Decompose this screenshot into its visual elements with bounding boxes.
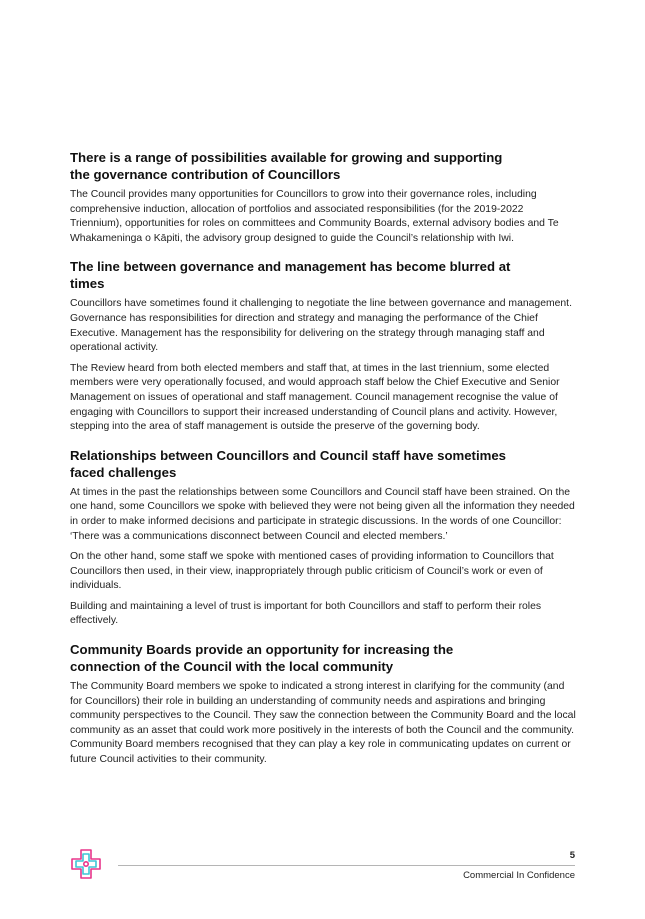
section-heading: Community Boards provide an opportunity for increasing the connection of the Council with the local community <box>70 642 454 675</box>
section-governance-management-line <box>70 258 577 434</box>
paragraph: Building and maintaining a level of trust is important for both Councillors and staff to perform their roles effectively. <box>70 600 542 627</box>
document-body <box>70 149 577 780</box>
paragraph: Councillors have sometimes found it challenging to negotiate the line between governance and management. Governance has responsibilities for direction and strategy and managing the performance of the Chief Executive. Management has the responsibility for delivering on the strategy through managing staff and operational activity. <box>70 298 572 354</box>
section-governance-growth <box>70 149 577 246</box>
paragraph: The Council provides many opportunities for Councillors to grow into their governance roles, including comprehensive induction, allocation of portfolios and associated responsibilities (for the 2019-2022 Triennium), opportunities for roles on committees and Community Boards, external advisory bodies and Te Whakameninga o Kāpiti, the advisory group designed to guide the Council’s relationship with Iwi. <box>70 189 559 244</box>
paragraph: The Review heard from both elected members and staff that, at times in the last triennium, some elected members were very operationally focused, and would approach staff below the Chief Executive and Senior Management on issues of operational and staff management. Council management recognise the value of engaging with Councillors to support their increased understanding of Council plans and activity. However, stepping into the area of staff management is outside the preserve of the governing body. <box>70 362 560 433</box>
paragraph: On the other hand, some staff we spoke with mentioned cases of providing information to Councillors that Councillors then used, in their view, inappropriately through public criticism of Council’s work or even of individuals. <box>70 551 554 592</box>
cross-knot-logo-icon <box>70 848 102 880</box>
section-heading: There is a range of possibilities available for growing and supporting the governance contribution of Councillors <box>70 150 503 182</box>
confidentiality-label: Commercial In Confidence <box>463 870 575 881</box>
section-relationships <box>70 447 577 629</box>
footer-divider <box>118 865 575 866</box>
paragraph: At times in the past the relationships between some Councillors and Council staff have been strained. On the one hand, some Councillors we spoke with believed they were not being given all the information they needed in order to make informed decisions and participate in strategic discussions. In the words of one Councillor: ‘There was a communications disconnect between Council and elected members.’ <box>70 486 575 542</box>
page-number: 5 <box>569 850 575 861</box>
section-heading: Relationships between Councillors and Council staff have sometimes faced challenges <box>70 447 507 480</box>
section-heading: The line between governance and management has become blurred at times <box>70 259 511 292</box>
paragraph: The Community Board members we spoke to indicated a strong interest in clarifying for the community (and for Councillors) their role in building an understanding of community needs and aspirations and bringing community perspectives to the Council. They saw the connection between the Community Board and the local community as an asset that could work more positively in the interests of both the Council and the community. Community Board members recognised that they can play a key role in communicating updates on current or future Council activities to their community. <box>70 681 576 766</box>
section-community-boards <box>70 641 577 768</box>
